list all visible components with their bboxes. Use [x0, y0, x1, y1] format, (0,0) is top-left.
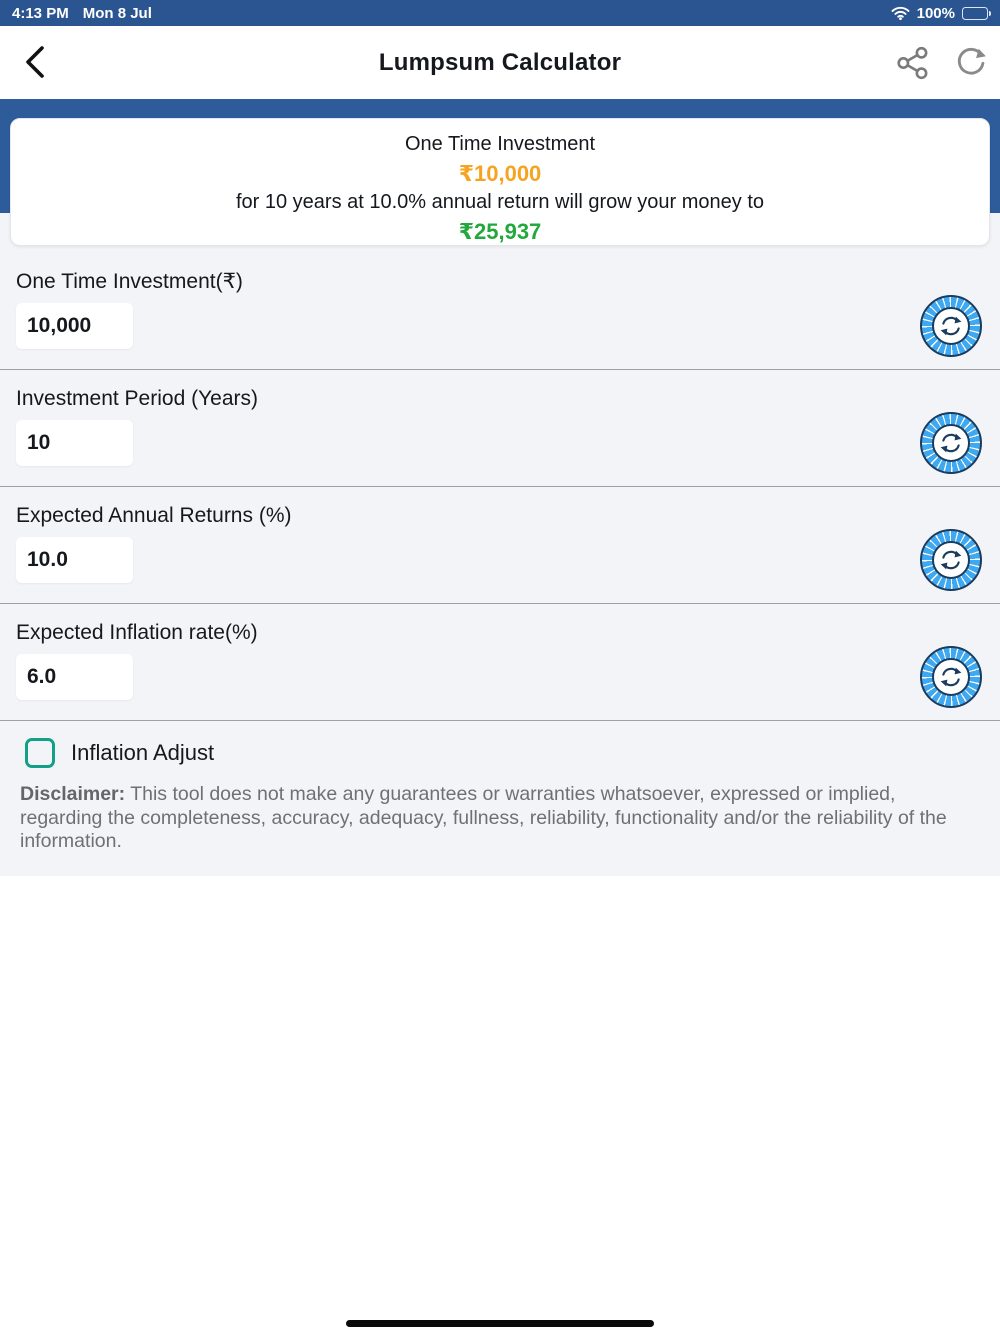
expected-inflation-input[interactable] [16, 654, 133, 700]
nav-bar [0, 26, 1000, 99]
field-label: Investment Period (Years) [16, 387, 259, 410]
field-investment-period [0, 370, 1000, 487]
sync-icon [932, 658, 970, 696]
inflation-adjust-label: Inflation Adjust [71, 740, 215, 765]
wifi-icon [891, 6, 910, 20]
back-button[interactable] [20, 43, 50, 81]
summary-result: ₹25,937 [458, 219, 542, 244]
expected-returns-input[interactable] [16, 537, 133, 583]
field-label: One Time Investment(₹) [16, 270, 243, 293]
inflation-adjust-checkbox[interactable] [25, 738, 55, 768]
reset-dial-button[interactable] [920, 646, 982, 708]
summary-card [10, 118, 990, 246]
reload-icon[interactable] [954, 46, 988, 80]
summary-line1: One Time Investment [404, 133, 596, 155]
disclaimer-text: Disclaimer: This tool does not make any guarantees or warranties whatsoever, expressed or implied, regarding the completeness, accuracy, adequacy, fullness, reliability, functionality and/or the reliability of the information. [20, 783, 947, 852]
field-expected-returns [0, 487, 1000, 604]
field-expected-inflation [0, 604, 1000, 721]
one-time-investment-input[interactable] [16, 303, 133, 349]
sync-icon [932, 424, 970, 462]
investment-period-input[interactable] [16, 420, 133, 466]
field-label: Expected Annual Returns (%) [16, 504, 292, 527]
battery-percent: 100% [916, 4, 955, 22]
field-label: Expected Inflation rate(%) [16, 621, 258, 644]
sync-icon [932, 307, 970, 345]
bottom-space [0, 876, 1000, 1334]
hero-band [0, 99, 1000, 244]
status-date: Mon 8 Jul [82, 4, 152, 22]
page-title: Lumpsum Calculator [378, 48, 622, 76]
status-time: 4:13 PM [12, 4, 69, 22]
status-bar [0, 0, 1000, 26]
reset-dial-button[interactable] [920, 295, 982, 357]
summary-amount: ₹10,000 [458, 161, 542, 186]
reset-dial-button[interactable] [920, 529, 982, 591]
share-icon[interactable] [896, 46, 930, 80]
reset-dial-button[interactable] [920, 412, 982, 474]
summary-line2: for 10 years at 10.0% annual return will grow your money to [235, 191, 765, 213]
battery-icon [962, 7, 988, 20]
form-area [0, 213, 1000, 876]
sync-icon [932, 541, 970, 579]
home-indicator[interactable] [346, 1320, 654, 1327]
inflation-adjust-row [0, 721, 1000, 768]
